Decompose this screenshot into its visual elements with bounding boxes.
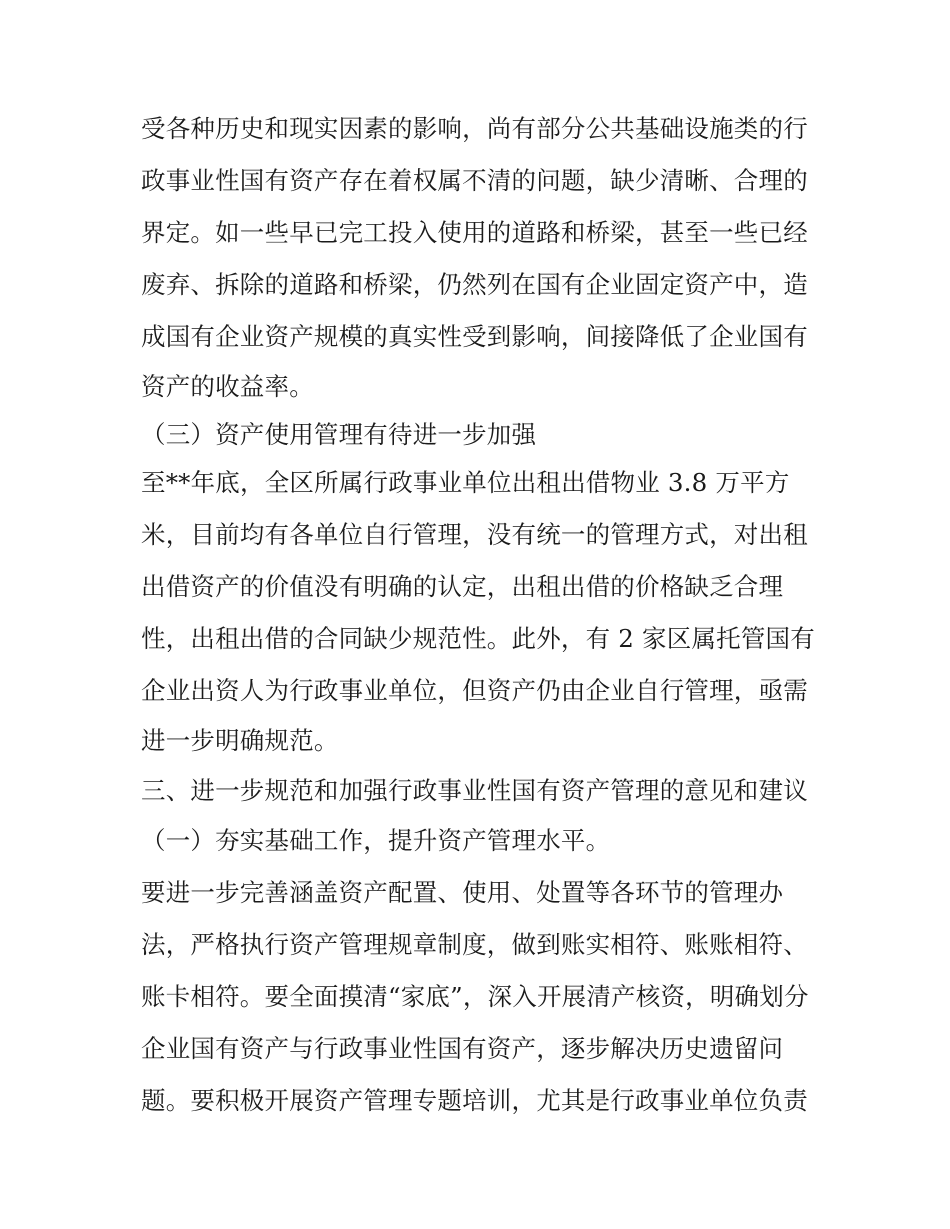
paragraph-line: 废弃、拆除的道路和桥梁，仍然列在国有企业固定资产中，造 bbox=[141, 270, 808, 299]
subsection-heading: （一）夯实基础工作，提升资产管理水平。 bbox=[141, 826, 611, 855]
paragraph-line: 资产的收益率。 bbox=[141, 372, 314, 401]
paragraph-line: 界定。如一些早已完工投入使用的道路和桥梁，甚至一些已经 bbox=[141, 218, 808, 247]
section-heading: 三、进一步规范和加强行政事业性国有资产管理的意见和建议 bbox=[141, 776, 808, 805]
paragraph-line: 要进一步完善涵盖资产配置、使用、处置等各环节的管理办 bbox=[141, 878, 784, 907]
paragraph-line: 企业出资人为行政事业单位，但资产仍由企业自行管理，亟需 bbox=[141, 676, 808, 705]
section-heading: （三）资产使用管理有待进一步加强 bbox=[141, 420, 537, 449]
paragraph-line: 法，严格执行资产管理规章制度，做到账实相符、账账相符、 bbox=[141, 930, 808, 959]
paragraph-line: 政事业性国有资产存在着权属不清的问题，缺少清晰、合理的 bbox=[141, 166, 808, 195]
paragraph-line: 进一步明确规范。 bbox=[141, 726, 339, 755]
paragraph-line: 企业国有资产与行政事业性国有资产，逐步解决历史遗留问 bbox=[141, 1034, 784, 1063]
paragraph-line: 受各种历史和现实因素的影响，尚有部分公共基础设施类的行 bbox=[141, 114, 808, 143]
paragraph-line: 题。要积极开展资产管理专题培训，尤其是行政事业单位负责 bbox=[141, 1086, 808, 1115]
paragraph-line: 出借资产的价值没有明确的认定，出租出借的价格缺乏合理 bbox=[141, 572, 784, 601]
paragraph-line: 至**年底，全区所属行政事业单位出租出借物业 3.8 万平方 bbox=[141, 468, 790, 497]
paragraph-line: 成国有企业资产规模的真实性受到影响，间接降低了企业国有 bbox=[141, 322, 808, 351]
paragraph-line: 性，出租出借的合同缺少规范性。此外，有 2 家区属托管国有 bbox=[141, 624, 815, 653]
paragraph-line: 账卡相符。要全面摸清“家底”，深入开展清产核资，明确划分 bbox=[141, 982, 809, 1011]
paragraph-line: 米，目前均有各单位自行管理，没有统一的管理方式，对出租 bbox=[141, 520, 808, 549]
